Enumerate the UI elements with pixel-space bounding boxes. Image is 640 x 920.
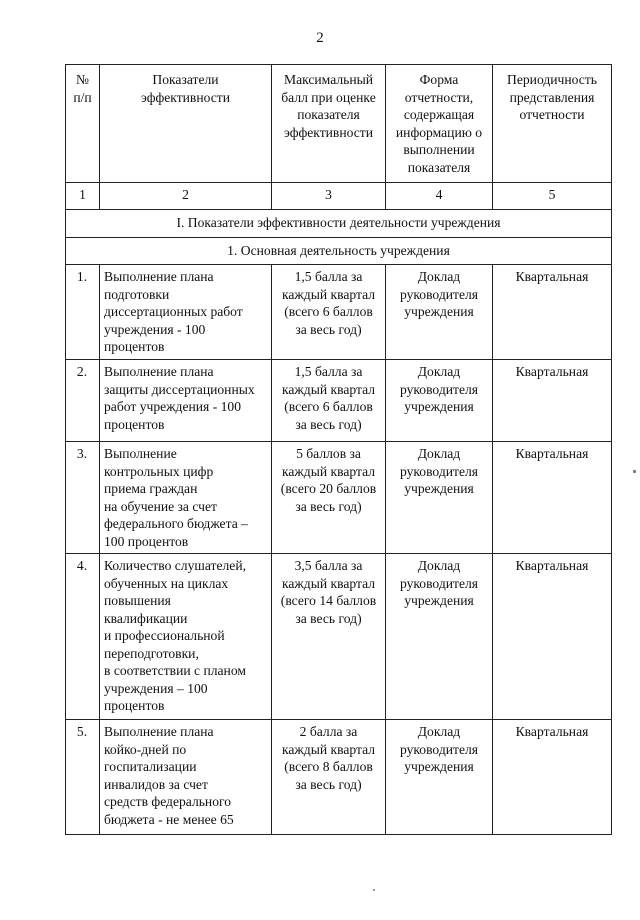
- periodicity-cell: Квартальная: [493, 360, 612, 442]
- periodicity-cell: Квартальная: [493, 720, 612, 835]
- header-indicator: Показатели эффективности: [100, 65, 272, 183]
- table-row: [66, 720, 612, 835]
- column-number: 2: [100, 183, 272, 210]
- indicator-cell: Выполнение плана койко-дней по госпитализации инвалидов за счет средств федерального бюджета - не менее 65: [100, 720, 272, 835]
- score-cell: 5 баллов за каждый квартал (всего 20 баллов за весь год): [272, 442, 386, 554]
- periodicity-cell: Квартальная: [493, 265, 612, 360]
- section-row: [66, 210, 612, 238]
- column-number: 5: [493, 183, 612, 210]
- header-max-score: Максимальный балл при оценке показателя эффективности: [272, 65, 386, 183]
- indicator-cell: Выполнение плана подготовки диссертационных работ учреждения - 100 процентов: [100, 265, 272, 360]
- score-cell: 1,5 балла за каждый квартал (всего 6 баллов за весь год): [272, 265, 386, 360]
- periodicity-cell: Квартальная: [493, 554, 612, 720]
- scan-speck: [373, 889, 375, 891]
- report-form-cell: Доклад руководителя учреждения: [386, 360, 493, 442]
- column-number: 4: [386, 183, 493, 210]
- header-row: [66, 65, 612, 183]
- row-number: 1.: [66, 265, 100, 360]
- table-row: [66, 265, 612, 360]
- table-row: [66, 442, 612, 554]
- table-row: [66, 554, 612, 720]
- header-report-form: Форма отчетности, содержащая информацию о выполнении показателя: [386, 65, 493, 183]
- report-form-cell: Доклад руководителя учреждения: [386, 442, 493, 554]
- score-cell: 3,5 балла за каждый квартал (всего 14 баллов за весь год): [272, 554, 386, 720]
- row-number: 2.: [66, 360, 100, 442]
- page-number: 2: [316, 30, 324, 46]
- row-number: 5.: [66, 720, 100, 835]
- column-number: 1: [66, 183, 100, 210]
- periodicity-cell: Квартальная: [493, 442, 612, 554]
- subsection-title: 1. Основная деятельность учреждения: [66, 238, 612, 265]
- performance-indicators-table: [65, 64, 612, 835]
- report-form-cell: Доклад руководителя учреждения: [386, 265, 493, 360]
- scan-speck: [633, 470, 636, 473]
- column-number-row: [66, 183, 612, 210]
- report-form-cell: Доклад руководителя учреждения: [386, 554, 493, 720]
- header-periodicity: Периодичность представления отчетности: [493, 65, 612, 183]
- row-number: 4.: [66, 554, 100, 720]
- indicator-cell: Выполнение контрольных цифр приема граждан на обучение за счет федерального бюджета – 100 процентов: [100, 442, 272, 554]
- header-number: № п/п: [66, 65, 100, 183]
- row-number: 3.: [66, 442, 100, 554]
- score-cell: 1,5 балла за каждый квартал (всего 6 баллов за весь год): [272, 360, 386, 442]
- table-row: [66, 360, 612, 442]
- subsection-row: [66, 238, 612, 265]
- section-title: I. Показатели эффективности деятельности учреждения: [66, 210, 612, 238]
- score-cell: 2 балла за каждый квартал (всего 8 баллов за весь год): [272, 720, 386, 835]
- indicator-cell: Выполнение плана защиты диссертационных работ учреждения - 100 процентов: [100, 360, 272, 442]
- indicator-cell: Количество слушателей, обученных на циклах повышения квалификации и профессиональной переподготовки, в соответствии с планом учреждения – 100 процентов: [100, 554, 272, 720]
- report-form-cell: Доклад руководителя учреждения: [386, 720, 493, 835]
- column-number: 3: [272, 183, 386, 210]
